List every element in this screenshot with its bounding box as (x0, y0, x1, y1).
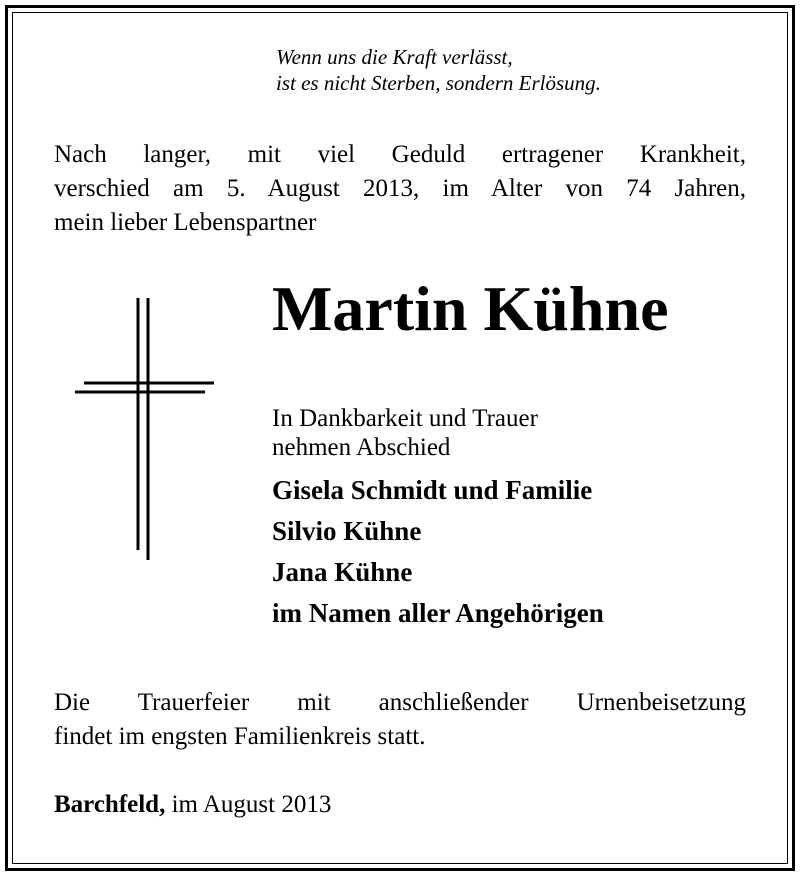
intro-text (54, 138, 746, 240)
funeral-line-1: Die Trauerfeier mit anschließender Urnenbeisetzung (54, 689, 746, 716)
intro-line-2: verschied am 5. August 2013, im Alter von 74 Jahren, (54, 175, 746, 202)
mourners-list (272, 470, 604, 634)
mourning-line-2: nehmen Abschied (272, 434, 451, 461)
date: im August 2013 (171, 791, 332, 818)
mourner-item: im Namen aller Angehörigen (272, 598, 604, 628)
latin-cross-icon (70, 292, 220, 567)
deceased-name: Martin Kühne (272, 273, 669, 344)
funeral-notice (54, 686, 746, 754)
mourner-item: Silvio Kühne (272, 516, 422, 546)
intro-line-1: Nach langer, mit viel Geduld ertragener Krankheit, (54, 141, 746, 168)
mourning-text (272, 404, 538, 462)
mourning-line-1: In Dankbarkeit und Trauer (272, 405, 538, 432)
place-and-date (54, 788, 331, 822)
motto-line-1: Wenn uns die Kraft verlässt, (276, 45, 513, 69)
mourner-item: Jana Kühne (272, 557, 413, 587)
funeral-line-2: findet im engsten Familienkreis statt. (54, 723, 426, 750)
mourner-item: Gisela Schmidt und Familie (272, 475, 593, 505)
motto-line-2: ist es nicht Sterben, sondern Erlösung. (276, 71, 601, 95)
intro-line-3: mein lieber Lebenspartner (54, 209, 317, 236)
motto-quote (276, 44, 601, 96)
place: Barchfeld, (54, 791, 166, 818)
